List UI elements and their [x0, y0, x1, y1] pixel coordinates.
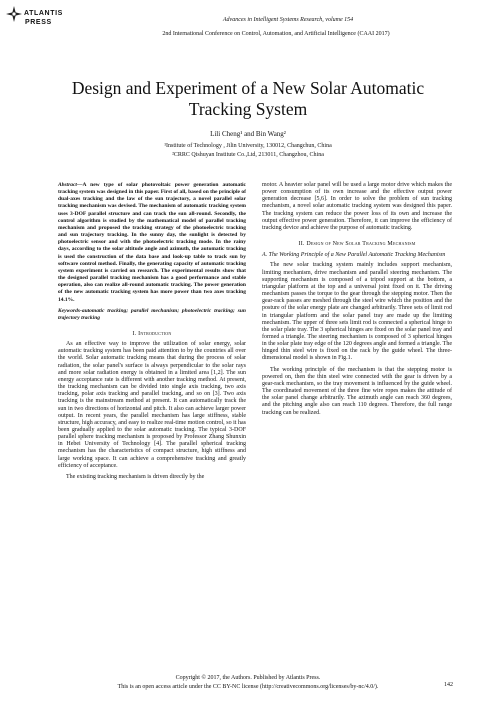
- subsection-heading: A. The Working Principle of a New Parallel Automatic Tracking Mechanism: [262, 252, 446, 259]
- abstract: [58, 182, 246, 304]
- publisher-name-line2: PRESS: [25, 19, 52, 26]
- affiliation-1: ¹Institute of Technology , Jilin University, 130012, Changchun, China: [164, 143, 332, 149]
- page-number: 142: [444, 682, 453, 688]
- right-column: [262, 182, 452, 417]
- section-heading-introduction: [58, 331, 246, 338]
- abstract-text: A new type of solar photovoltaic power generation automatic tracking system was designed in this paper. First of all, based on the principle of dual-axes tracking and the law of the sun trajectory, a novel parallel solar tracking mechanism was devised. The mechanism of automatic tracking system uses 3-DOF parallel structure and can track the sun all-round. Secondly, the control algorithm is studied by the mathematical model of parallel tracking mechanism and proposed the tracking strategy of the photoelectric tracking and sun trajectory tracking. In the sunny day, the sunlight is detected by photoelectric sensor and with the photoelectric tracking mode. In the rainy days, according to the solar altitude angle and azimuth, the automatic tracking is used the construction of the data base and look-up table to track sun by software control method. Finally, the generating capacity of automatic tracking system experiment is carried on research. The experimental results show that the designed parallel tracking mechanism has a good performance and stable operation, also can realize all-round automatic tracking. The power generation of the new automatic tracking system has more power than two axes tracking 14.1%.: [58, 182, 246, 303]
- design-paragraph-1: The new solar tracking system mainly includes support mechanism, limiting mechanism, drive mechanism and parallel steering mechanism. The supporting mechanism is composed of a tripod support at the bottom, a triangular platform at the top and a universal joint fixed on it. The driving mechanism passes the torque to the gear through the stepping motor. Then the gear-rack passes are meshed through the steel wire which the position and the posture of the solar energy plate are changed arbitrarily. Three sets of limit rod in triangular platform and the solar panel tray are made up the limiting mechanism. The upper of three sets limit rod is connected a spherical hinge to the solar plate tray. The 3 spherical hinges are fixed on the solar panel tray and formed a triangle. The steering mechanism is composed of 3 spherical hinges in the solar plate tray edge of the 120 degrees angle and formed a triangle. The hinged thin steel wire is fixed on the rack by the guide wheel. The three-dimensional model is shown in Fig.1.: [262, 262, 452, 362]
- introduction-paragraph-continued: motor. A heavier solar panel will be used a large motor drive which makes the power consumption of its own increase and the effective output power generation decrease [5,6]. In order to solve the problem of sun tracking mechanism, a novel solar automatic tracking system was designed this paper. The tracking system can reduce the power loss of its own and increase the output effective power generation. Therefore, it can improve the efficiency of tracking device and achieve the purpose of automatic tracking.: [262, 182, 452, 231]
- paper-title: Design and Experiment of a New Solar Automatic Tracking System: [71, 78, 425, 119]
- left-column: [58, 182, 246, 481]
- section-title: Introduction: [138, 330, 172, 337]
- design-paragraph-2: The working principle of the mechanism is that the stepping motor is powered on, then the thin steel wire connected with the gear is driven by a gear-rack mechanism, so the tray movement is influenced by the guide wheel. The coordinated movement of the three fine wire ropes makes the attitude of the solar panel change arbitrarily. The azimuth angle can reach 360 degrees, and the pitching angle also can reach 110 degrees. Therefore, the full range tracking can be realized.: [262, 366, 452, 416]
- publisher-name-line1: ATLANTIS: [24, 10, 63, 17]
- introduction-paragraph-2: The existing tracking mechanism is driven directly by the: [66, 473, 205, 480]
- keywords: Keywords-automatic tracking; parallel mechanism; photoelectric tracking; sun trajectory tracking: [58, 307, 246, 321]
- paper-authors: Lili Cheng¹ and Bin Wang²: [210, 130, 286, 138]
- copyright-notice: Copyright © 2017, the Authors. Published by Atlantis Press.: [175, 675, 321, 681]
- section-number: I.: [132, 330, 137, 337]
- section-number: II.: [298, 241, 305, 248]
- abstract-lead: Abstract—: [58, 182, 83, 188]
- section-title: Design of New Solar Tracking Mechanism: [306, 241, 416, 248]
- affiliation-2: ²CRRC Qishuyan Institute Co.,Ltd, 213011, Changzhou, China: [172, 152, 324, 158]
- introduction-paragraph-1: As an effective way to improve the utilization of solar energy, solar automatic tracking system has been paid attention to by the countries all over the world. Solar automatic tracking means that during the process of solar radiation, the solar panel's surface is always perpendicular to the solar rays and more solar radiation energy is obtained in a limited area [1,2]. The sun energy acceptance rate is different with another tracking method. At present, the tracking mechanism can be divided into single axis tracking, two axis tracking, polar axis tracking and parallel tracking, and so on [3]. Two axis tracking is the mainstream method at present. It can automatically track the sun in two directions of horizontal and pitch. It also can achieve larger power output. In recent years, the parallel mechanism has large stiffness, stable structure, high accuracy, and easy to realize real-time motion control, so it has been gradually applied to the solar automatic tracking. The typical 3-DOF parallel sphere tracking mechanism is proposed by Professor Zhang Shunxin in Hebei University of Technology [4]. The parallel spherical tracking mechanism has the characteristics of compact structure, high stiffness and large working space. It can achieve a comprehensive tracking and greatly efficiency of acceptance.: [58, 341, 246, 469]
- series-header: Advances in Intelligent Systems Research, volume 154: [222, 17, 354, 23]
- license-notice: This is an open access article under the CC BY-NC license (http://creativecommons.org/licenses/by-nc/4.0/).: [117, 684, 379, 690]
- conference-header: 2nd International Conference on Control, Automation, and Artificial Intelligence (CAAI 2017): [162, 31, 390, 37]
- section-heading-design: [262, 241, 452, 248]
